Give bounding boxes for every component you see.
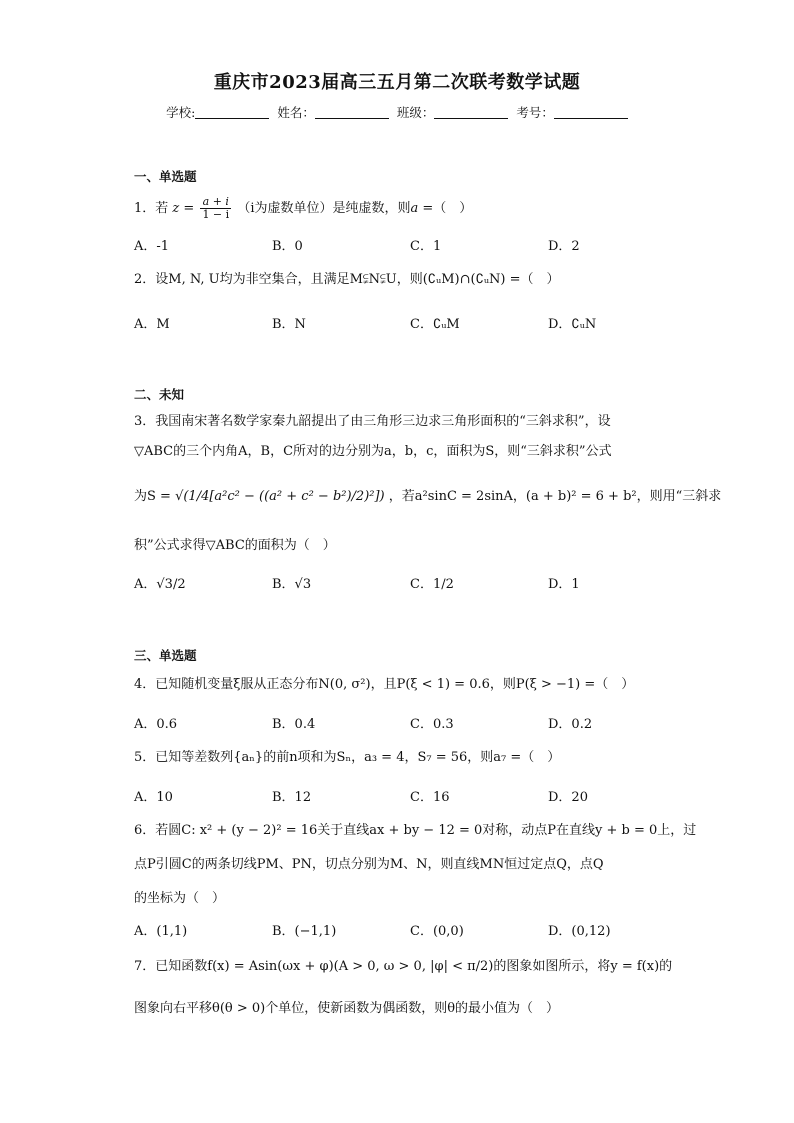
exam-number-blank[interactable] <box>554 106 628 119</box>
option-c[interactable]: C．1 <box>410 239 442 254</box>
question-1: 1．若 z = $\frac{a + i}{1 - i}$ （i为虚数单位）是纯虚数，则a =（ ） <box>134 195 473 221</box>
name-blank[interactable] <box>315 106 389 119</box>
option-d[interactable]: D．2 <box>548 239 580 254</box>
option-a[interactable]: A．M <box>134 317 170 332</box>
option-b[interactable]: B．12 <box>272 790 312 805</box>
option-a[interactable]: A．0.6 <box>134 717 178 732</box>
q1-options <box>134 235 694 253</box>
question-6-line-3: 的坐标为（ ） <box>134 891 226 906</box>
option-b[interactable]: B．√3 <box>272 577 312 592</box>
option-c[interactable]: C．(0,0) <box>410 924 464 939</box>
school-field: 学校: <box>166 103 269 121</box>
option-c[interactable]: C．16 <box>410 790 450 805</box>
question-3-line-4: 积”公式求得▽ABC的面积为（ ） <box>134 538 336 553</box>
q6-options <box>134 920 694 938</box>
option-a[interactable]: A．√3/2 <box>134 577 186 592</box>
option-c[interactable]: C．0.3 <box>410 717 454 732</box>
question-7-line-2: 图象向右平移θ(θ > 0)个单位，使新函数为偶函数，则θ的最小值为（ ） <box>134 1001 560 1016</box>
option-a[interactable]: A．(1,1) <box>134 924 188 939</box>
option-b[interactable]: B．0 <box>272 239 303 254</box>
option-c[interactable]: C．1/2 <box>410 577 454 592</box>
option-d[interactable]: D．0.2 <box>548 717 593 732</box>
class-field: 班级： <box>397 103 509 121</box>
question-6-line-1: 6．若圆C: x² + (y − 2)² = 16关于直线ax + by − 12 = 0对称，动点P在直线y + b = 0上，过 <box>134 823 697 838</box>
option-b[interactable]: B．0.4 <box>272 717 316 732</box>
q5-options <box>134 786 694 804</box>
question-6-line-2: 点P引圆C的两条切线PM、PN，切点分别为M、N，则直线MN恒过定点Q，点Q <box>134 857 604 872</box>
q3-options <box>134 573 694 591</box>
question-5: 5．已知等差数列{aₙ}的前n项和为Sₙ，a₃ = 4，S₇ = 56，则a₇ =（ ） <box>134 750 561 765</box>
section-title: 三、单选题 <box>134 648 197 663</box>
triangle-area-formula: √(1/4[a²c² − ((a² + c² − b²)/2)²]) <box>175 489 385 504</box>
option-d[interactable]: D．1 <box>548 577 580 592</box>
question-2: 2．设M, N, U均为非空集合，且满足M⫋N⫋U，则(∁ᵤM)∩(∁ᵤN) =（ ） <box>134 272 560 287</box>
option-b[interactable]: B．(−1,1) <box>272 924 337 939</box>
q1-fraction: $\frac{a + i}{1 - i}$ <box>202 195 230 221</box>
section-title: 一、单选题 <box>134 169 197 184</box>
question-3-line-2: ▽ABC的三个内角A，B，C所对的边分别为a，b，c，面积为S，则“三斜求积”公式 <box>134 444 612 459</box>
exam-number-field: 考号： <box>516 103 628 121</box>
question-4: 4．已知随机变量ξ服从正态分布N(0, σ²)，且P(ξ < 1) = 0.6，则P(ξ > −1) =（ ） <box>134 677 635 692</box>
option-c[interactable]: C．∁ᵤM <box>410 317 460 332</box>
question-3-line-3: 为S = √(1/4[a²c² − ((a² + c² − b²)/2)²]) ，若a²sinC = 2sinA，(a + b)² = 6 + b²，则用“三斜求 <box>134 489 722 504</box>
section-title: 二、未知 <box>134 387 185 402</box>
q4-options <box>134 713 694 731</box>
option-a[interactable]: A．-1 <box>134 239 170 254</box>
option-d[interactable]: D．20 <box>548 790 588 805</box>
question-3-line-1: 3．我国南宋著名数学家秦九韶提出了由三角形三边求三角形面积的“三斜求积”，设 <box>134 414 611 429</box>
name-field: 姓名： <box>277 103 389 121</box>
option-d[interactable]: D．∁ᵤN <box>548 317 597 332</box>
option-a[interactable]: A．10 <box>134 790 173 805</box>
option-d[interactable]: D．(0,12) <box>548 924 611 939</box>
exam-title: 重庆市2023届高三五月第二次联考数学试题 <box>213 72 581 93</box>
student-info-line <box>0 103 794 121</box>
question-7-line-1: 7．已知函数f(x) = Asin(ωx + φ)(A > 0, ω > 0, |φ| < π/2)的图象如图所示，将y = f(x)的 <box>134 959 673 974</box>
option-b[interactable]: B．N <box>272 317 306 332</box>
q2-options <box>134 313 694 331</box>
class-blank[interactable] <box>434 106 508 119</box>
school-blank[interactable] <box>195 106 269 119</box>
